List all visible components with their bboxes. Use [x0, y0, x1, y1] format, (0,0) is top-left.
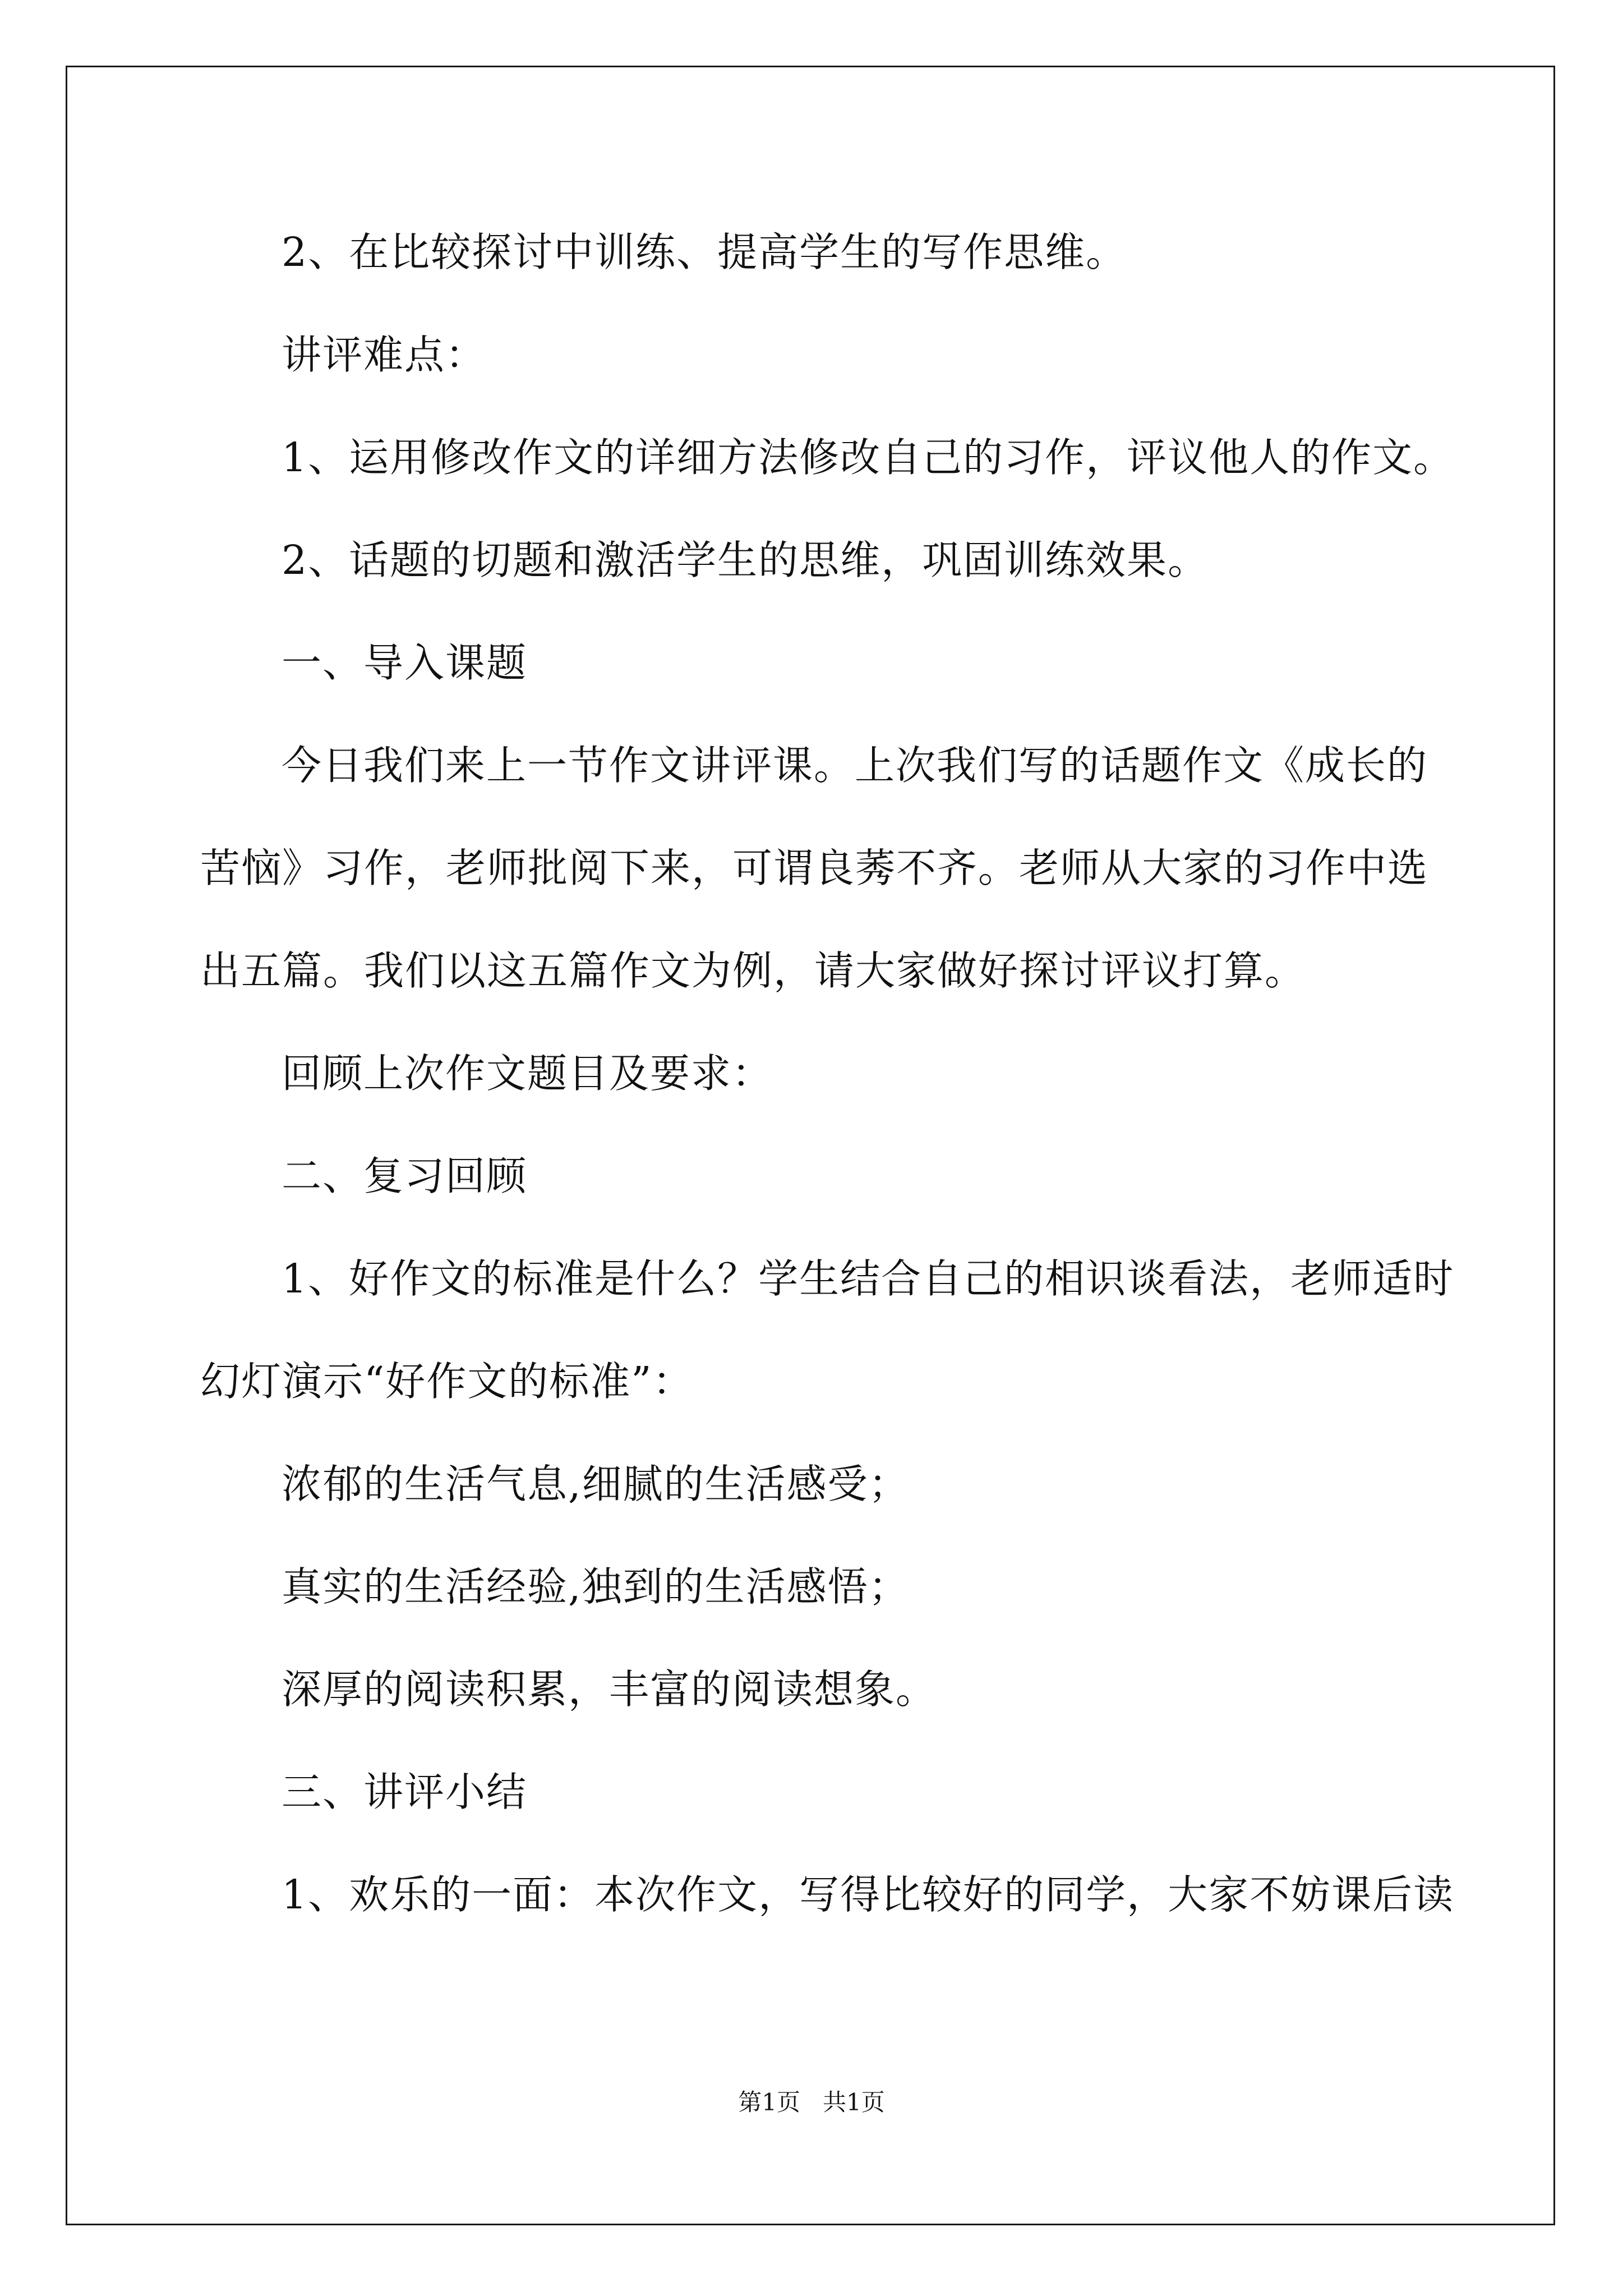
- standard-item-2: 真实的生活经验,独到的生活感悟；: [282, 1563, 910, 1610]
- page-total: 共1页: [823, 2088, 885, 2116]
- standard-item-3: 深厚的阅读积累，丰富的阅读想象。: [282, 1666, 937, 1713]
- section-heading-review: 二、复习回顾: [282, 1153, 528, 1199]
- paragraph-intro-line-1: 今日我们来上一节作文讲评课。上次我们写的话题作文《成长的: [282, 742, 1428, 789]
- paragraph-standard-line-2: 幻灯演示“好作文的标准”：: [200, 1358, 694, 1405]
- section-heading-summary: 三、讲评小结: [282, 1769, 528, 1815]
- paragraph-standard-line-1: 1、好作文的标准是什么？学生结合自己的相识谈看法，老师适时: [282, 1255, 1455, 1302]
- paragraph-intro-line-3: 出五篇。我们以这五篇作文为例，请大家做好探讨评议打算。: [200, 947, 1306, 994]
- paragraph-heading-difficulty: 讲评难点：: [282, 332, 487, 378]
- paragraph-intro-line-2: 苦恼》习作，老师批阅下来，可谓良莠不齐。老师从大家的习作中选: [200, 845, 1429, 891]
- section-heading-intro: 一、导入课题: [282, 639, 528, 686]
- paragraph-summary-1: 1、欢乐的一面：本次作文，写得比较好的同学，大家不妨课后读: [282, 1871, 1455, 1918]
- paragraph-review-prompt: 回顾上次作文题目及要求：: [282, 1050, 773, 1097]
- page-number: 第1页: [738, 2088, 800, 2116]
- page-footer: [0, 2086, 1623, 2119]
- paragraph-1: 2、在比较探讨中训练、提高学生的写作思维。: [282, 229, 1127, 275]
- standard-item-1: 浓郁的生活气息,细腻的生活感受；: [282, 1461, 910, 1507]
- paragraph-2: 1、运用修改作文的详细方法修改自己的习作，评议他人的作文。: [282, 434, 1455, 481]
- paragraph-3: 2、话题的切题和激活学生的思维，巩固训练效果。: [282, 537, 1209, 583]
